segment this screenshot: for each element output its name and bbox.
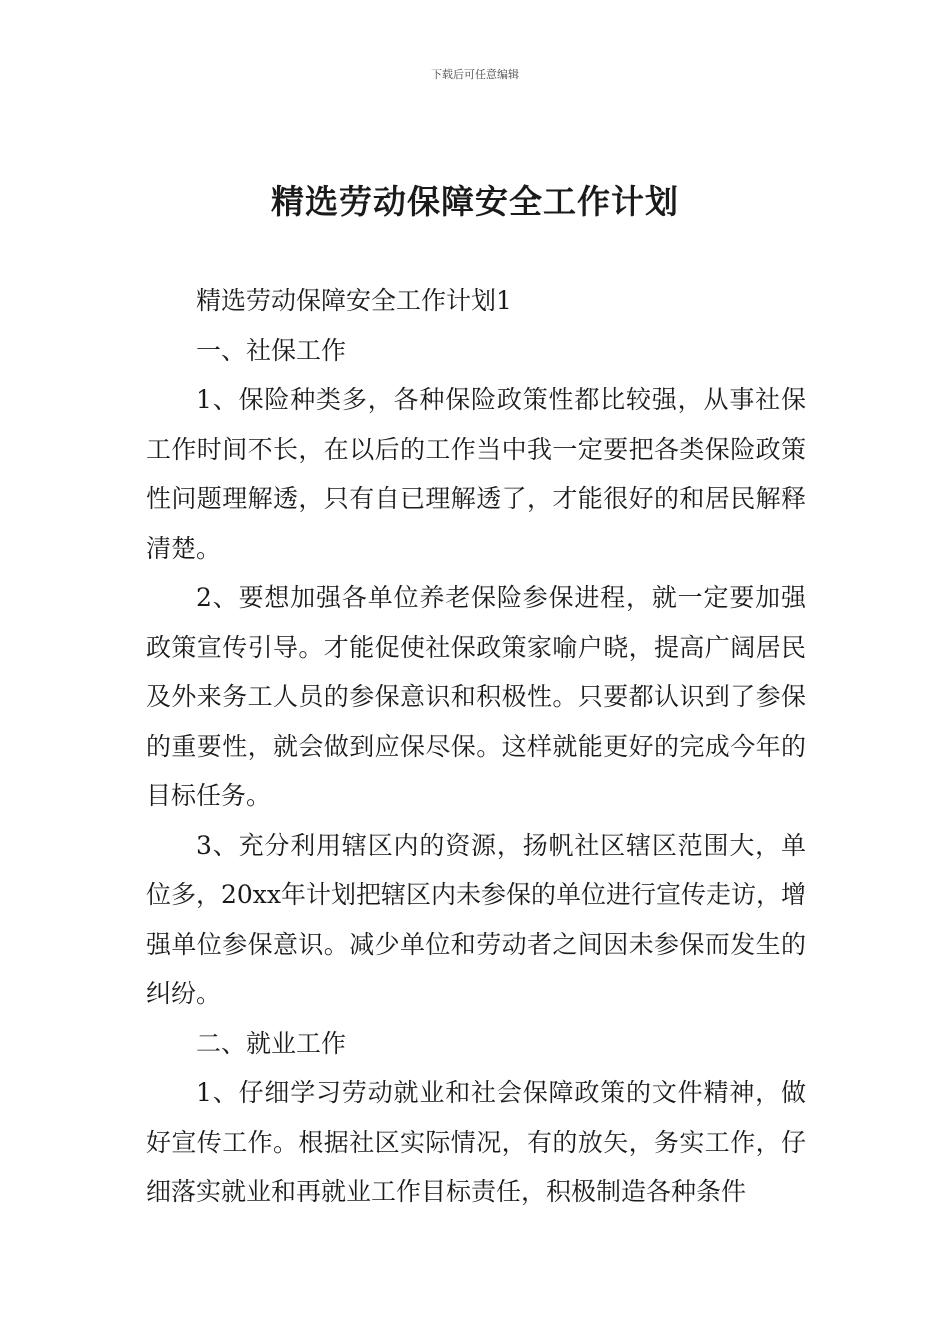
- paragraph-subtitle: 精选劳动保障安全工作计划1: [196, 286, 512, 315]
- paragraph: 1、仔细学习劳动就业和社会保障政策的文件精神，做好宣传工作。根据社区实际情况，有的放矢，务实工作，仔细落实就业和再就业工作目标责任，积极制造各种条件: [146, 1078, 806, 1206]
- paragraph: 2、要想加强各单位养老保险参保进程，就一定要加强政策宣传引导。才能促使社保政策家喻户晓，提高广阔居民及外来务工人员的参保意识和积极性。只要都认识到了参保的重要性，就会做到应保尽保。这样就能更好的完成今年的目标任务。: [146, 583, 806, 810]
- paragraph: 3、充分利用辖区内的资源，扬帆社区辖区范围大，单位多，20xx年计划把辖区内未参保的单位进行宣传走访，增强单位参保意识。减少单位和劳动者之间因未参保而发生的纠纷。: [146, 830, 807, 1008]
- section-heading-employment: 二、就业工作: [196, 1028, 347, 1058]
- header-note: 下载后可任意编辑: [431, 68, 519, 81]
- section-heading-social-security: 一、社保工作: [196, 335, 347, 365]
- document-body: [146, 276, 806, 1217]
- paragraph: 1、保险种类多，各种保险政策性都比较强，从事社保工作时间不长，在以后的工作当中我一定要把各类保险政策性问题理解透，只有自已理解透了，才能很好的和居民解释清楚。: [146, 385, 806, 563]
- document-title: 精选劳动保障安全工作计划: [271, 182, 679, 221]
